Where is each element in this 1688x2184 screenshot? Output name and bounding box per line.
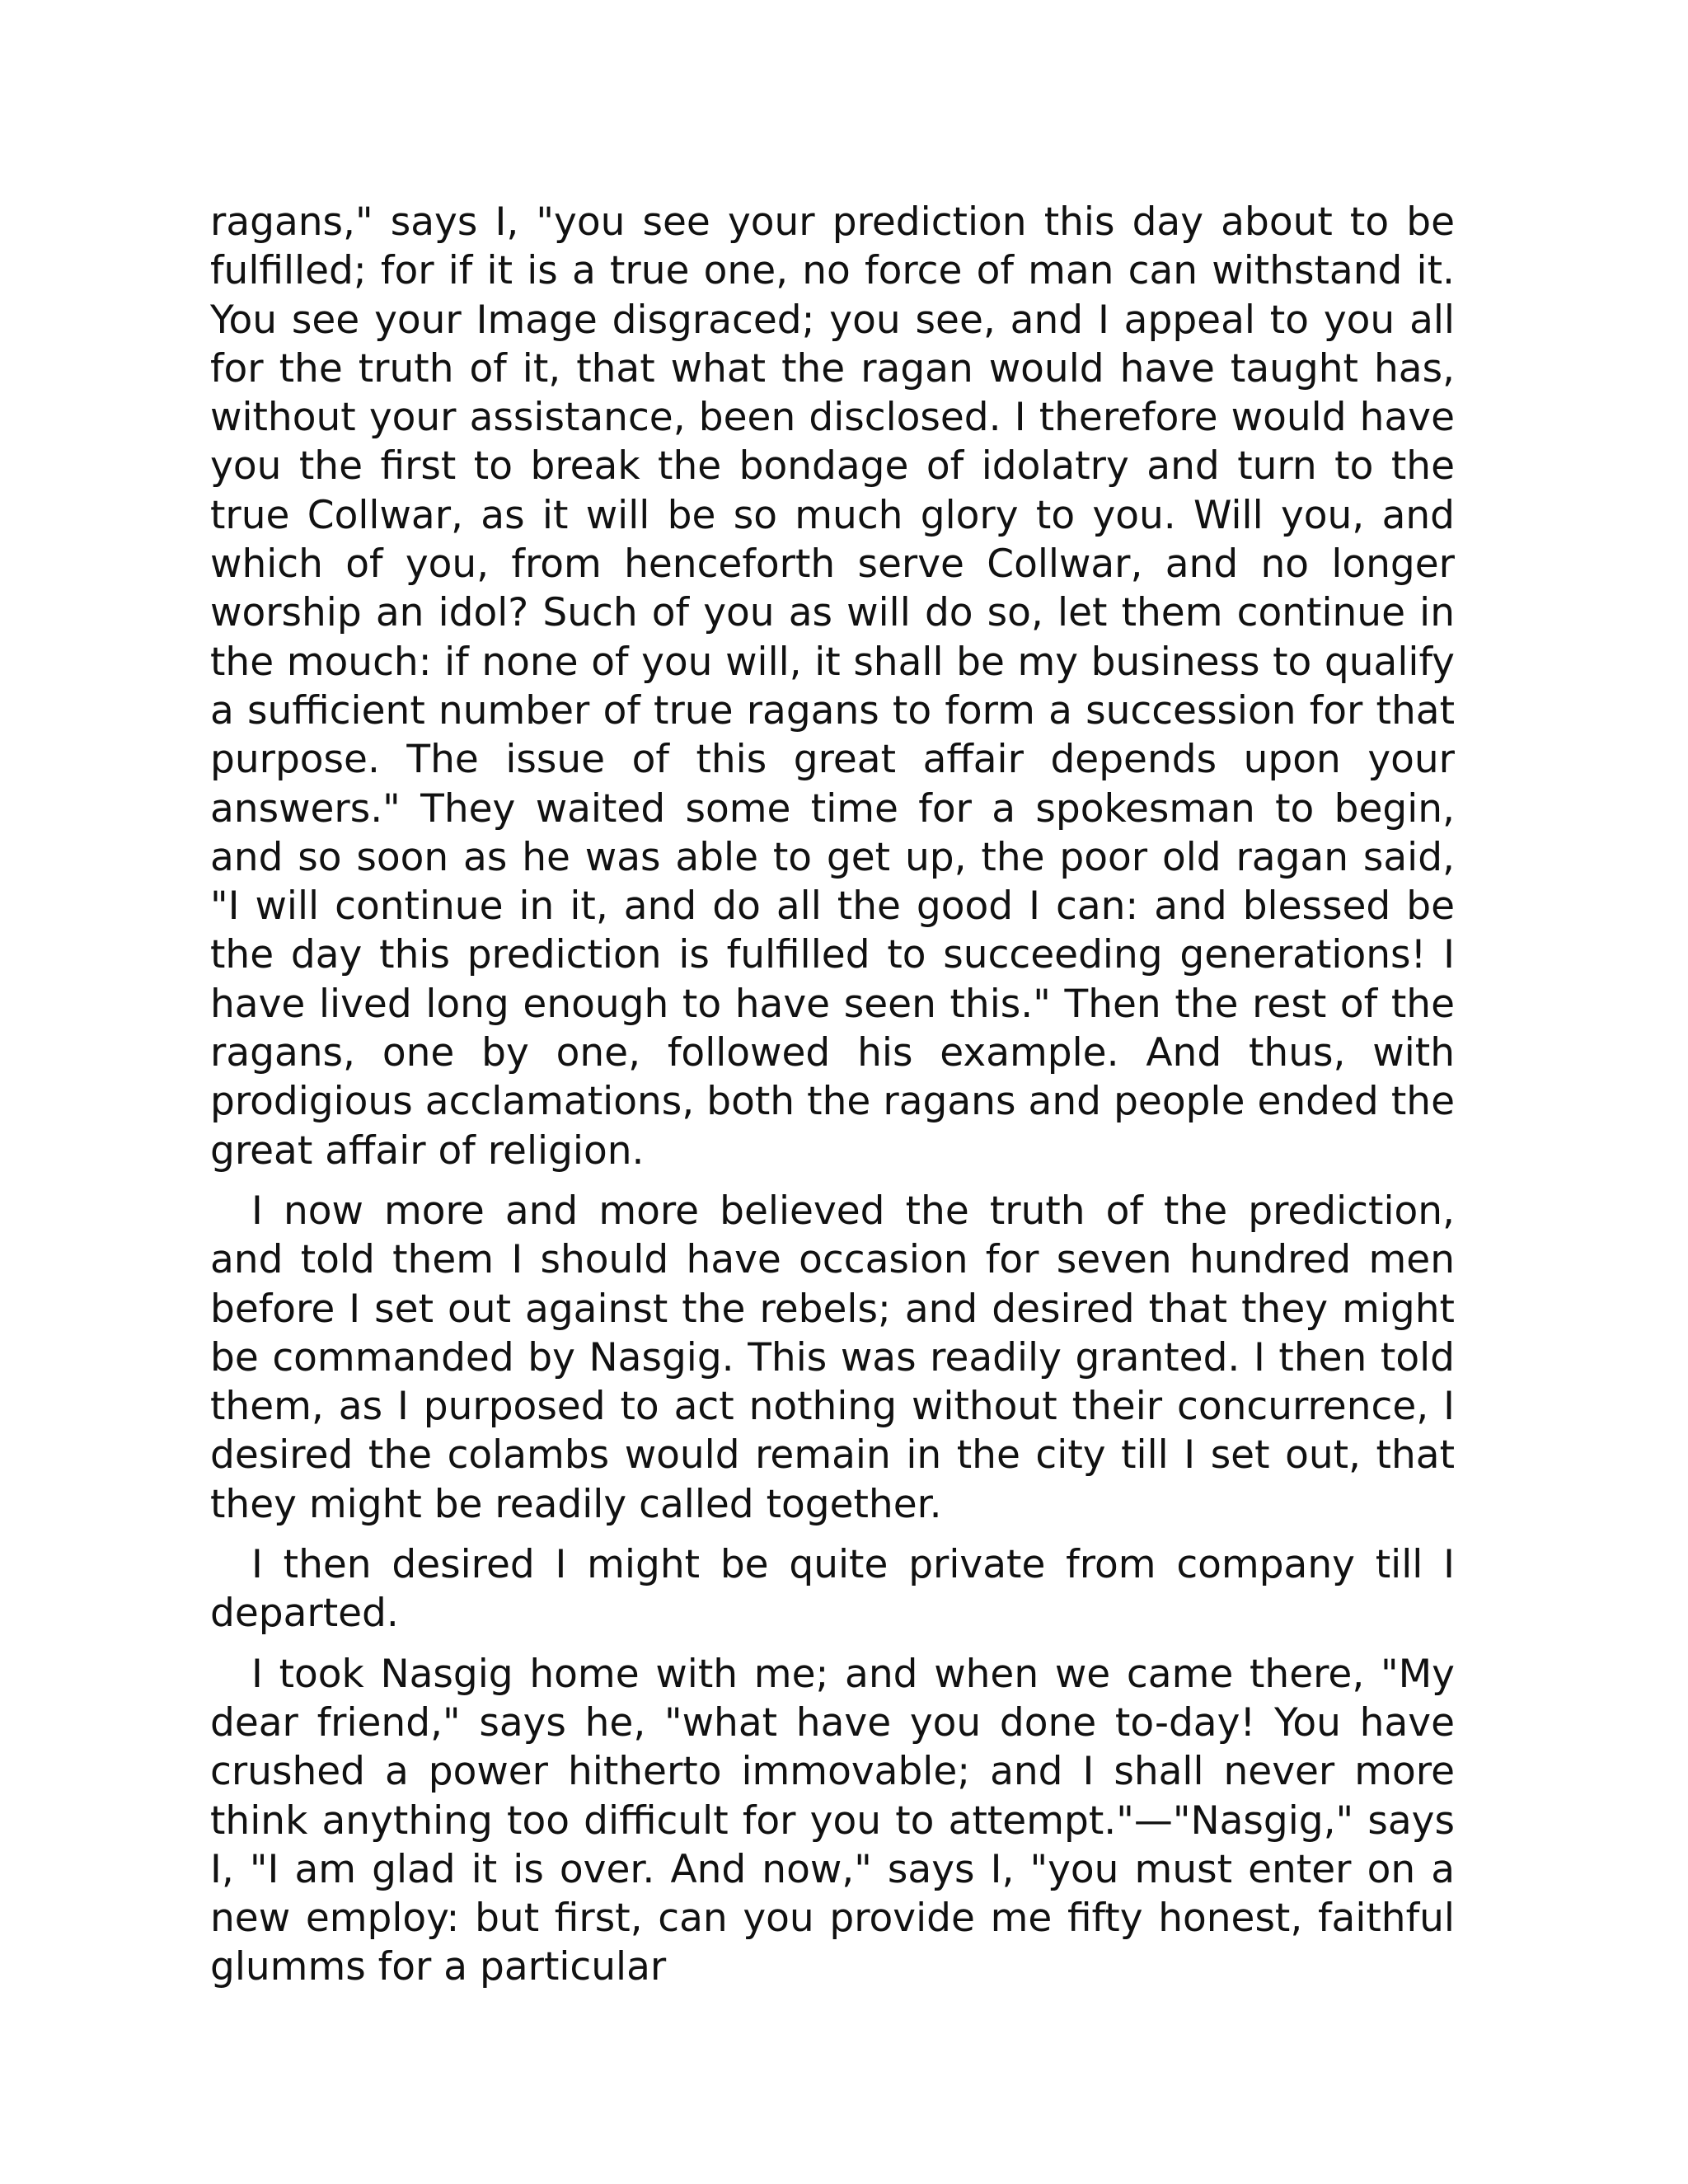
- paragraph-3: I then desired I might be quite private from company till I departed.: [210, 1542, 1455, 1637]
- paragraph-1: ragans," says I, "you see your prediction this day about to be fulfilled; for if it is a true one, no force of man can withstand it. You see your Image disgraced; you see, and I appeal to you all for the truth of it, that what the ragan would have taught has, without your assistance, been disclosed. I therefore would have you the first to break the bondage of idolatry and turn to the true Collwar, as it will be so much glory to you. Will you, and which of you, from henceforth serve Collwar, and no longer worship an idol? Such of you as will do so, let them continue in the mouch: if none of you will, it shall be my business to qualify a sufficient number of true ragans to form a succession for that purpose. The issue of this great affair depends upon your answers." They waited some time for a spokesman to begin, and so soon as he was able to get up, the poor old ragan said, "I will continue in it, and do all the good I can: and blessed be the day this prediction is fulfilled to succeeding generations! I have lived long enough to have seen this." Then the rest of the ragans, one by one, followed his example. And thus, with prodigious acclamations, both the ragans and people ended the great affair of religion.: [210, 199, 1455, 1174]
- paragraph-4: I took Nasgig home with me; and when we came there, "My dear friend," says he, "what have you done to-day! You have crushed a power hitherto immovable; and I shall never more think anything too difficult for you to attempt."—"Nasgig," says I, "I am glad it is over. And now," says I, "you must enter on a new employ: but first, can you provide me fifty honest, faithful glumms for a particular: [210, 1651, 1455, 1990]
- paragraph-2: I now more and more believed the truth of the prediction, and told them I should have occasion for seven hundred men before I set out against the rebels; and desired that they might be commanded by Nasgig. This was readily granted. I then told them, as I purposed to act nothing without their concurrence, I desired the colambs would remain in the city till I set out, that they might be readily called together.: [210, 1188, 1455, 1527]
- body-text: [210, 198, 1455, 1992]
